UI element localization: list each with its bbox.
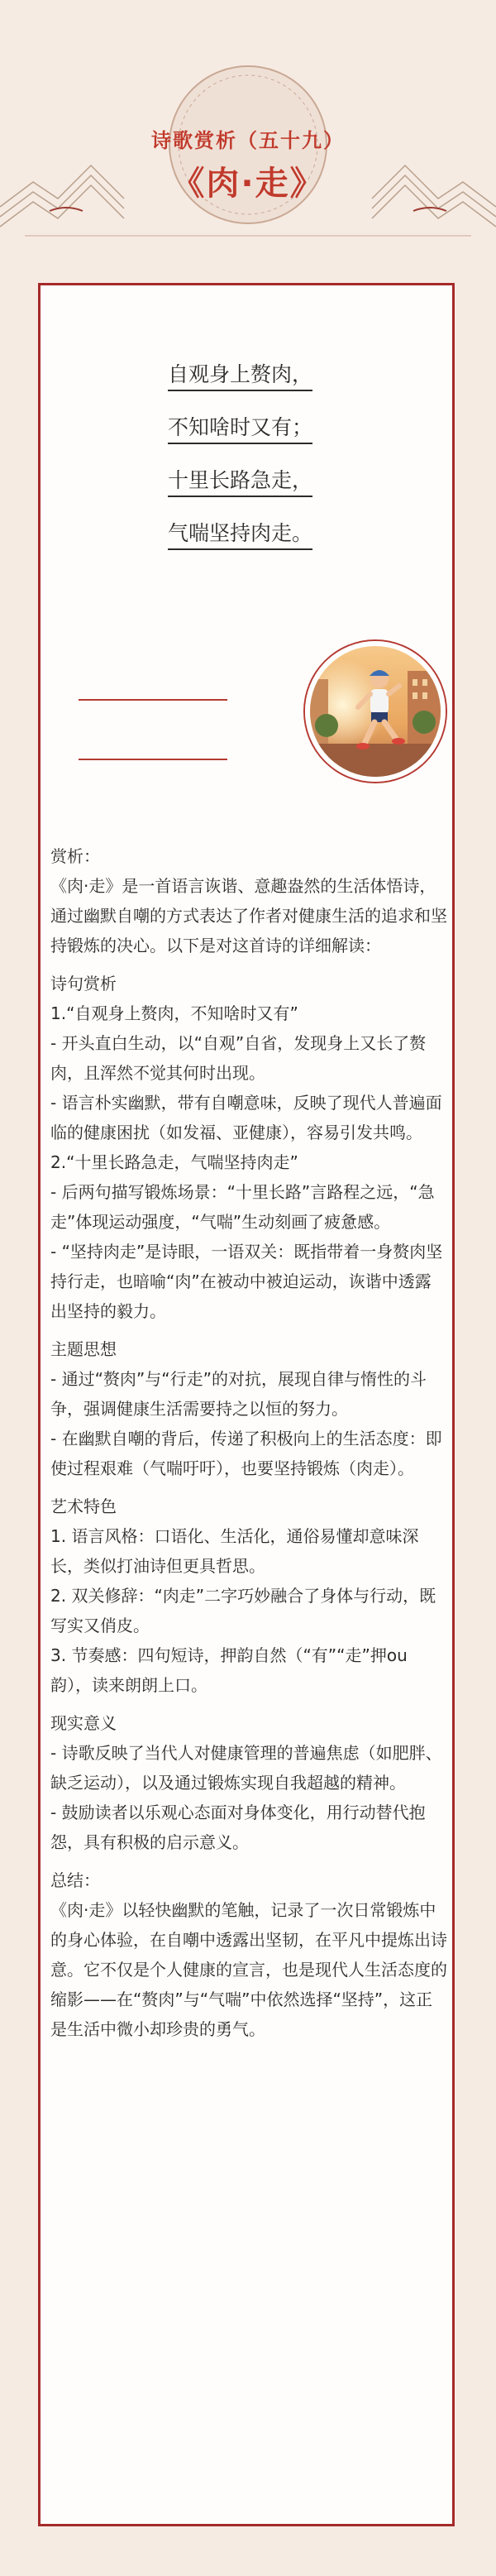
- section-item: - 诗歌反映了当代人对健康管理的普遍焦虑（如肥胖、缺乏运动），以及通过锻炼实现自我超越的精神。: [50, 1743, 442, 1793]
- summary-text: 《肉·走》以轻快幽默的笔触，记录了一次日常锻炼中的身心体验，在自嘲中透露出坚韧，在平凡中提炼出诗意。它不仅是个人健康的宣言，也是现代人生活态度的缩影——在“赘肉”与“气喘”中依然选择“坚持”，这正是生活中微小却珍贵的勇气。: [50, 1900, 447, 2039]
- section-item: - “坚持肉走”是诗眼，一语双关：既指带着一身赘肉坚持行走，也暗喻“肉”在被动中被迫运动，诙谐中透露出坚持的毅力。: [50, 1242, 443, 1321]
- section-item: 2. 双关修辞：“肉走”二字巧妙融合了身体与行动，既写实又俏皮。: [50, 1586, 436, 1635]
- content-card: [38, 283, 455, 2526]
- page-header: [0, 0, 496, 281]
- poem-line: 十里长路急走，: [168, 469, 312, 497]
- poem-text: [168, 363, 312, 575]
- section-item: 1. 语言风格：口语化、生活化，通俗易懂却意味深长，类似打油诗但更具哲思。: [50, 1526, 419, 1576]
- section-item: - 后两句描写锻炼场景：“十里长路”言路程之远，“急走”体现运动强度，“气喘”生动刻画了疲惫感。: [50, 1182, 435, 1232]
- poem-line: 自观身上赘肉，: [168, 363, 312, 391]
- section-item: - 通过“赘肉”与“行走”的对抗，展现自律与惰性的斗争，强调健康生活需要持之以恒的努力。: [50, 1369, 427, 1419]
- analysis-section: [50, 841, 447, 2044]
- decorative-line: [79, 759, 227, 760]
- section-heading: 现实意义: [50, 1713, 117, 1733]
- section-item: - 开头直白生动，以“自观”自省，发现身上又长了赘肉，且浑然不觉其何时出现。: [50, 1033, 427, 1083]
- section-item: - 语言朴实幽默，带有自嘲意味，反映了现代人普遍面临的健康困扰（如发福、亚健康），容易引发共鸣。: [50, 1093, 442, 1142]
- analysis-label: 赏析：: [50, 846, 100, 866]
- analysis-intro: 《肉·走》是一首语言诙谐、意趣盎然的生活体悟诗，通过幽默自嘲的方式表达了作者对健康生活的追求和坚持锻炼的决心。以下是对这首诗的详细解读：: [50, 876, 447, 955]
- running-man-illustration: [305, 641, 446, 782]
- section-item: 3. 节奏感：四句短诗，押韵自然（“有”“走”押ou韵），读来朗朗上口。: [50, 1645, 408, 1695]
- section-heading: 诗句赏析: [50, 974, 117, 994]
- section-heading: 主题思想: [50, 1339, 117, 1359]
- section-item: - 鼓励读者以乐观心态面对身体变化，用行动替代抱怨，具有积极的启示意义。: [50, 1803, 426, 1852]
- section-heading: 艺术特色: [50, 1496, 117, 1516]
- poem-subtitle: 诗歌赏析（五十九）: [151, 129, 345, 152]
- poem-line: 气喘坚持肉走。: [168, 522, 312, 550]
- section-item: - 在幽默自嘲的背后，传递了积极向上的生活态度：即使过程艰难（气喘吁吁），也要坚持锻炼（肉走）。: [50, 1429, 442, 1478]
- section-item: 2.“十里长路急走，气喘坚持肉走”: [50, 1152, 298, 1172]
- decorative-line: [79, 699, 227, 701]
- poem-line: 不知啥时又有；: [168, 416, 312, 444]
- page-footer: [0, 2526, 496, 2576]
- summary-label: 总结：: [50, 1870, 100, 1890]
- poem-title: 《肉·走》: [171, 165, 325, 203]
- section-item: 1.“自观身上赘肉，不知啥时又有”: [50, 1003, 298, 1023]
